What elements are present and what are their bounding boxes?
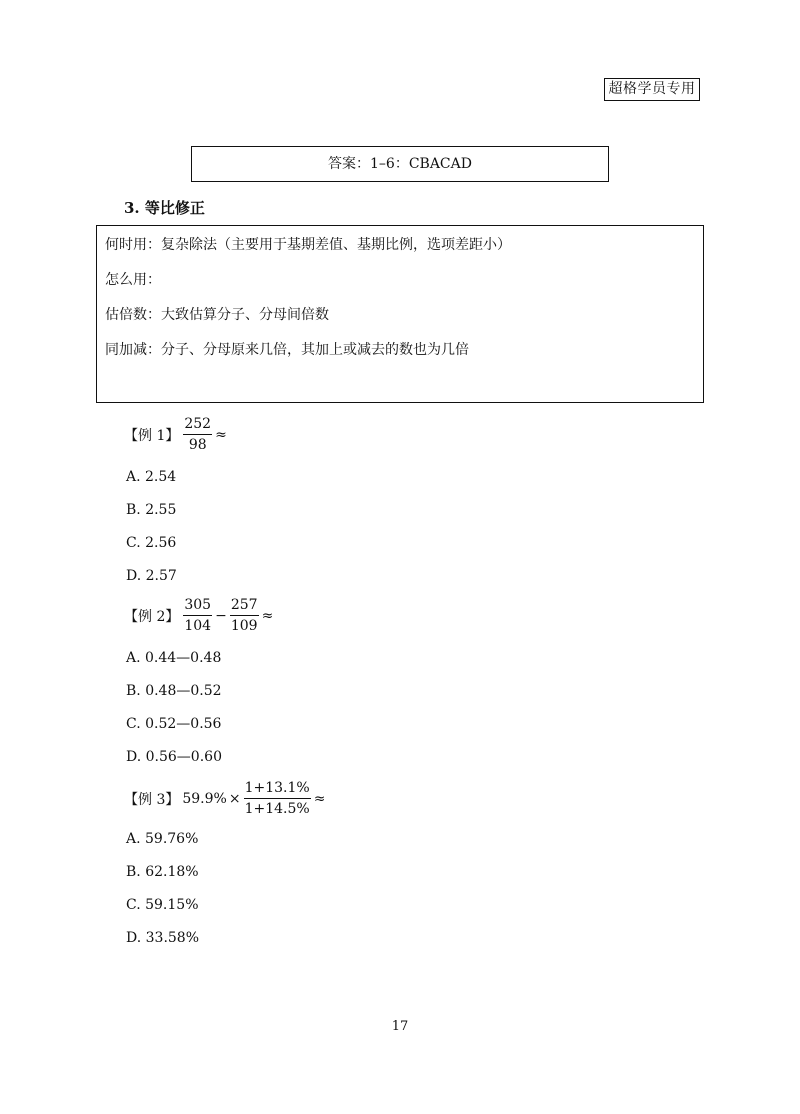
example-2-option-b: B. 0.48—0.52	[126, 683, 222, 699]
example-1-option-c: C. 2.56	[126, 535, 177, 551]
example-3-option-b: B. 62.18%	[126, 864, 199, 880]
fraction-denominator: 109	[230, 618, 258, 634]
example-2-option-c: C. 0.52—0.56	[126, 716, 222, 732]
fraction-numerator: 252	[183, 416, 212, 435]
minus-symbol: −	[215, 607, 227, 624]
answer-key-box: 答案：1–6：CBACAD	[191, 146, 609, 182]
fraction-numerator: 257	[230, 597, 259, 616]
example-3-option-a: A. 59.76%	[126, 831, 199, 847]
method-line-estimate: 估倍数：大致估算分子、分母间倍数	[105, 307, 329, 323]
example-1-option-a: A. 2.54	[126, 469, 177, 485]
fraction-denominator: 1+14.5%	[244, 801, 310, 817]
example-3-tag: 【例 3】	[124, 791, 180, 808]
method-line-when: 何时用：复杂除法（主要用于基期差值、基期比例，选项差距小）	[105, 237, 511, 253]
example-1-option-b: B. 2.55	[126, 502, 177, 518]
student-only-stamp: 超格学员专用	[604, 78, 700, 101]
example-2-option-d: D. 0.56—0.60	[126, 749, 222, 765]
page-number: 17	[391, 1019, 409, 1034]
fraction-denominator: 104	[184, 618, 212, 634]
example-1-option-d: D. 2.57	[126, 568, 177, 584]
example-2-tag: 【例 2】	[124, 608, 180, 625]
method-line-add-subtract: 同加减：分子、分母原来几倍，其加上或减去的数也为几倍	[105, 342, 469, 358]
approx-symbol: ≈	[313, 790, 326, 807]
fraction-denominator: 98	[188, 437, 207, 453]
example-1	[124, 416, 229, 453]
example-3	[124, 780, 327, 817]
example-2-option-a: A. 0.44—0.48	[126, 650, 222, 666]
fraction-numerator: 305	[183, 597, 212, 616]
example-1-tag: 【例 1】	[124, 427, 180, 444]
fraction-numerator: 1+13.1%	[244, 780, 311, 799]
method-box	[96, 225, 704, 403]
approx-symbol: ≈	[261, 607, 274, 624]
example-3-prefix: 59.9%	[182, 790, 227, 807]
example-3-option-d: D. 33.58%	[126, 930, 200, 946]
method-line-how: 怎么用：	[105, 272, 161, 288]
times-symbol: ×	[228, 790, 241, 807]
example-1-fraction	[183, 416, 212, 453]
example-3-fraction	[244, 780, 311, 817]
example-2-fraction-2	[230, 597, 259, 634]
example-3-option-c: C. 59.15%	[126, 897, 199, 913]
approx-symbol: ≈	[215, 426, 227, 443]
section-title: 3. 等比修正	[124, 199, 205, 217]
example-2-fraction-1	[183, 597, 212, 634]
example-2	[124, 597, 275, 634]
